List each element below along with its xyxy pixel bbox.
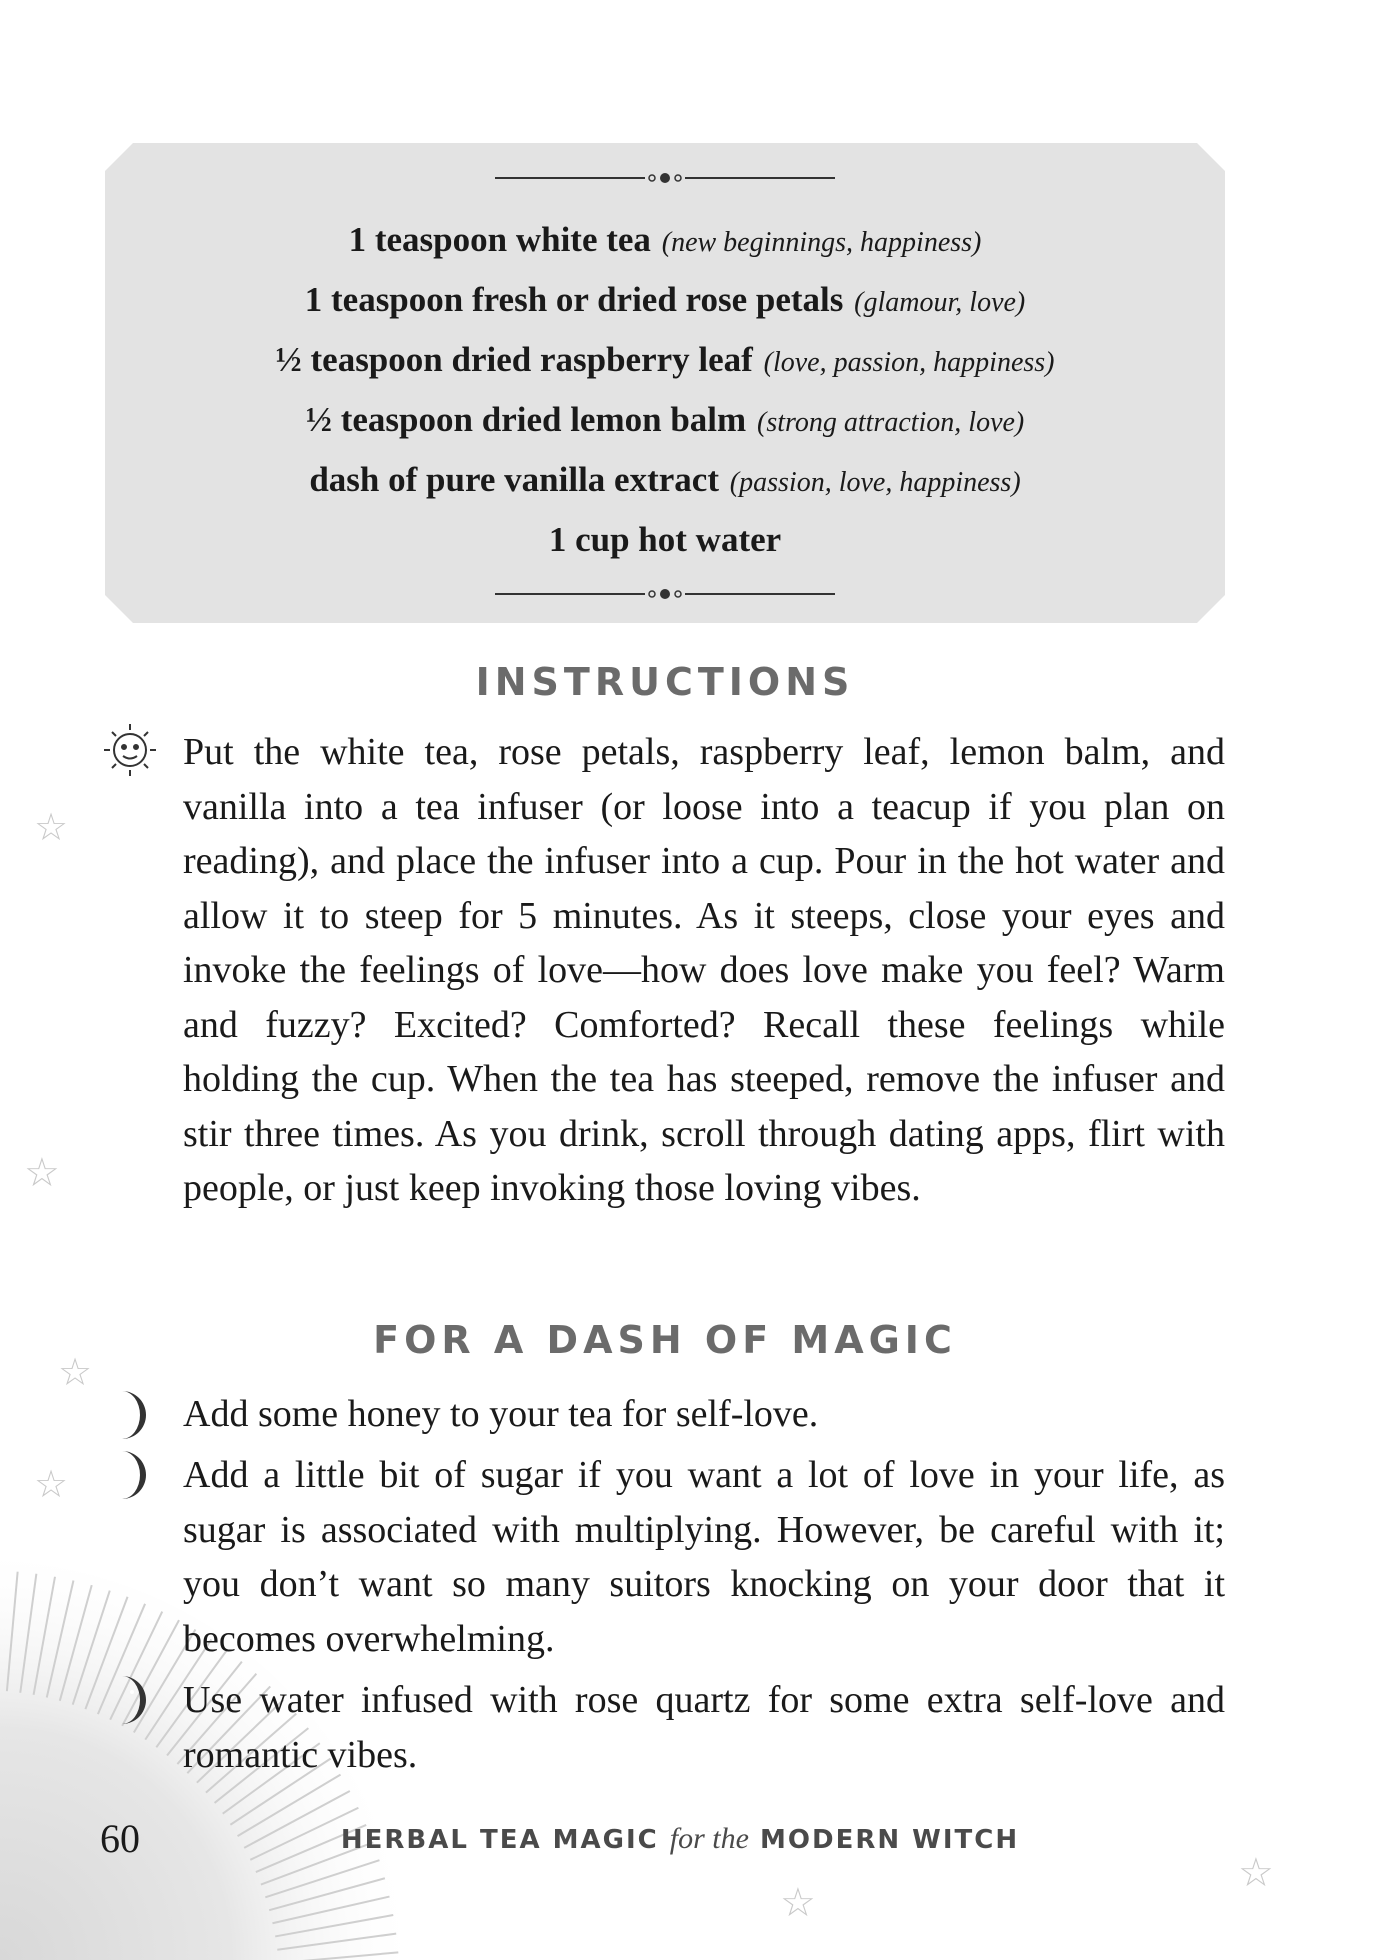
ingredient-note: (new beginnings, happiness) (661, 227, 982, 258)
star-icon: ☆ (58, 1350, 93, 1394)
footer-title-part2: MODERN WITCH (760, 1825, 1020, 1855)
ingredient-line (105, 450, 1225, 510)
star-icon: ☆ (1238, 1850, 1274, 1896)
ornament-divider-bottom (495, 586, 835, 602)
instructions-paragraph: Put the white tea, rose petals, raspberry leaf, lemon balm, and vanilla into a tea infuser (or loose into a teacup if you plan on reading), and place the infuser into a cup. Pour in the hot water and allow it to steep for 5 minutes. As it steeps, close your eyes and invoke the feelings of love—how does love make you feel? Warm and fuzzy? Excited? Comforted? Recall these feelings while holding the cup. When the tea has steeped, remove the infuser and stir three times. As you drink, scroll through dating apps, flirt with people, or just keep invoking those loving vibes. (183, 731, 1225, 1209)
star-icon: ☆ (24, 1150, 60, 1196)
ornament-divider-top (495, 170, 835, 186)
ingredient-note: (glamour, love) (854, 287, 1026, 318)
star-icon: ☆ (780, 1880, 816, 1926)
star-icon: ☆ (34, 805, 69, 849)
ingredient-line (105, 390, 1225, 450)
ingredient-name: 1 teaspoon white tea (348, 220, 651, 259)
running-footer-title (330, 1822, 1030, 1856)
moon-icon (100, 1445, 160, 1505)
ingredient-name: dash of pure vanilla extract (309, 460, 719, 499)
star-icon: ☆ (34, 1462, 69, 1506)
ingredient-name: 1 teaspoon fresh or dried rose petals (304, 280, 844, 319)
magic-item: Use water infused with rose quartz for some extra self-love and romantic vibes. (183, 1679, 1225, 1776)
page-number: 60 (100, 1816, 140, 1861)
ingredient-name: 1 cup hot water (548, 520, 782, 559)
ingredient-note: (strong attraction, love) (757, 407, 1025, 438)
ingredient-note: (passion, love, happiness) (729, 467, 1021, 498)
ingredient-list (105, 210, 1225, 570)
ingredient-name: ½ teaspoon dried lemon balm (305, 400, 747, 439)
ingredient-note: (love, passion, happiness) (763, 347, 1055, 378)
magic-item: Add a little bit of sugar if you want a lot of love in your life, as sugar is associated with multiplying. However, be careful with it; you don’t want so many suitors knocking on your door that it becomes overwhelming. (183, 1454, 1225, 1660)
magic-item: Add some honey to your tea for self-love. (183, 1393, 819, 1435)
sun-icon (100, 720, 160, 780)
ingredient-line (105, 270, 1225, 330)
ingredient-name: ½ teaspoon dried raspberry leaf (275, 340, 753, 379)
moon-icon (100, 1670, 160, 1730)
ingredient-line (105, 210, 1225, 270)
footer-title-italic: for the (669, 1822, 749, 1855)
magic-heading: FOR A DASH OF MAGIC (373, 1318, 957, 1362)
instructions-heading: INSTRUCTIONS (475, 660, 855, 704)
ingredient-line (105, 330, 1225, 390)
moon-icon (100, 1385, 160, 1445)
footer-title-part1: HERBAL TEA MAGIC (340, 1825, 659, 1855)
ingredient-line (105, 510, 1225, 570)
